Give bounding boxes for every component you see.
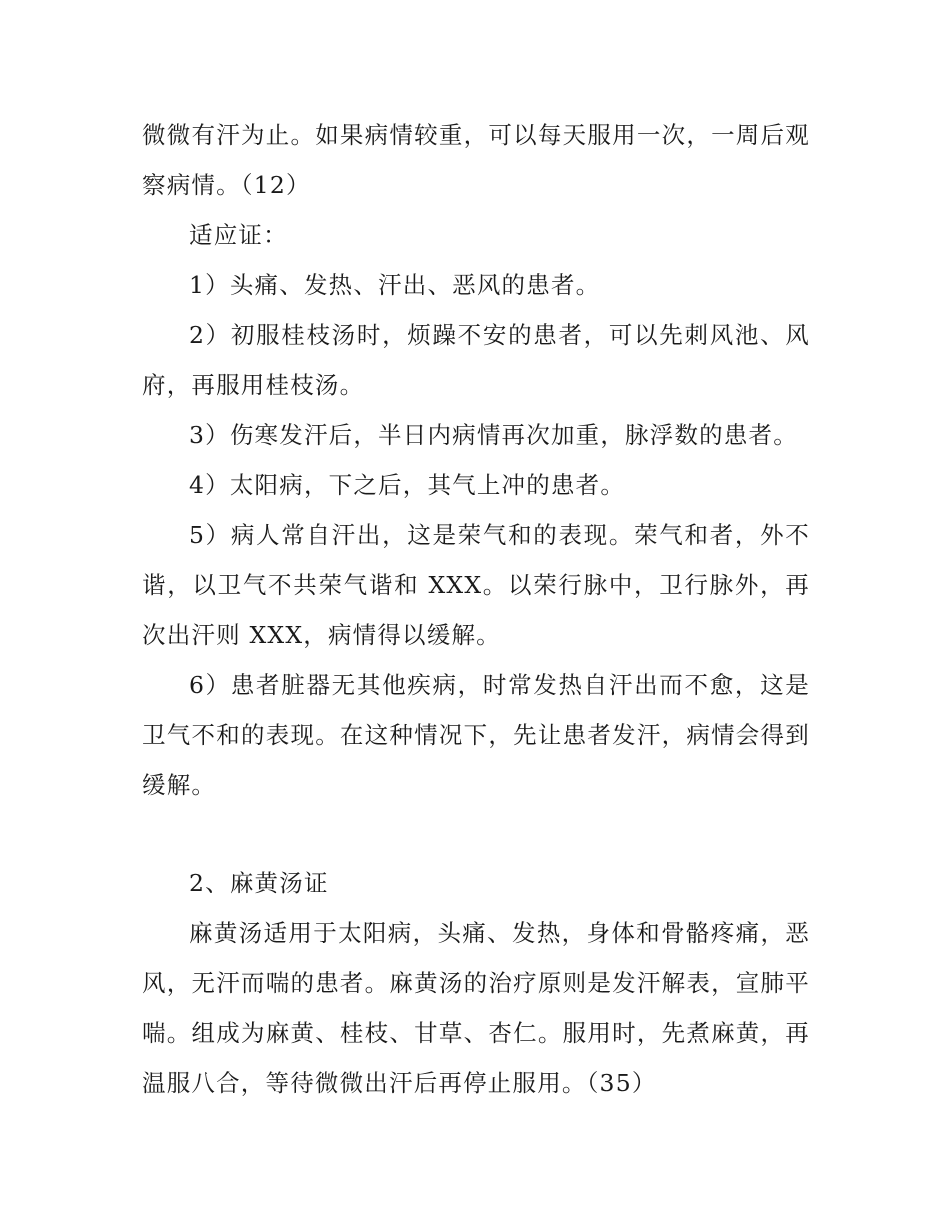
section-2-body: 麻黄汤适用于太阳病，头痛、发热，身体和骨骼疼痛，恶风，无汗而喘的患者。麻黄汤的治疗原则是发汗解表，宣肺平喘。组成为麻黄、桂枝、甘草、杏仁。服用时，先煮麻黄，再温服八合，等待微微出汗后再停止服用。（35） — [142, 919, 810, 1097]
indication-item-6: 6）患者脏器无其他疾病，时常发热自汗出而不愈，这是卫气不和的表现。在这种情况下，先让患者发汗，病情会得到缓解。 — [142, 671, 810, 799]
main-text — [142, 110, 810, 810]
indication-item-2: 2）初服桂枝汤时，烦躁不安的患者，可以先刺风池、风府，再服用桂枝汤。 — [142, 321, 810, 399]
section-2 — [142, 858, 810, 1108]
indication-item-4: 4）太阳病，下之后，其气上冲的患者。 — [189, 471, 626, 499]
intro-continuation: 微微有汗为止。如果病情较重，可以每天服用一次，一周后观察病情。（12） — [142, 121, 810, 199]
indications-heading: 适应证： — [189, 221, 288, 249]
section-2-heading: 2、麻黄汤证 — [189, 869, 329, 897]
indication-item-5: 5）病人常自汗出，这是荣气和的表现。荣气和者，外不谐，以卫气不共荣气谐和 XXX。以荣行脉中，卫行脉外，再次出汗则 XXX，病情得以缓解。 — [142, 521, 810, 649]
indication-item-3: 3）伤寒发汗后，半日内病情再次加重，脉浮数的患者。 — [189, 421, 798, 449]
indication-item-1: 1）头痛、发热、汗出、恶风的患者。 — [189, 271, 601, 299]
